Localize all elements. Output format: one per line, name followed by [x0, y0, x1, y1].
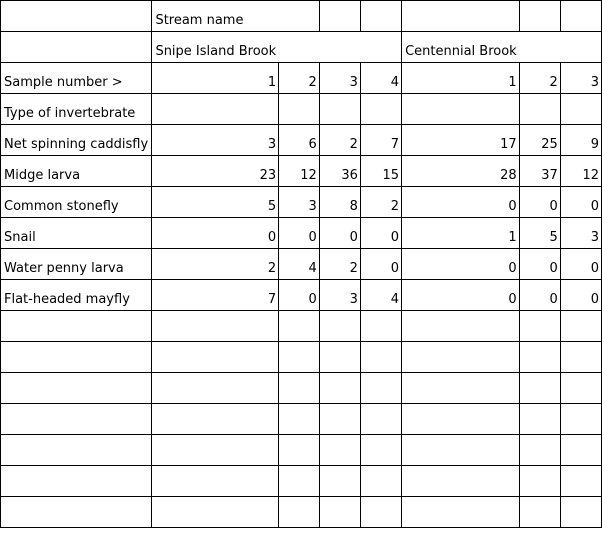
cell[interactable]: [519, 311, 560, 342]
count-cell[interactable]: 36: [319, 156, 360, 187]
cell[interactable]: [1, 435, 152, 466]
empty-row: [1, 311, 602, 342]
count-cell[interactable]: 0: [402, 249, 520, 280]
count-cell[interactable]: 12: [279, 156, 320, 187]
cell[interactable]: [279, 32, 320, 63]
count-cell[interactable]: 4: [279, 249, 320, 280]
count-cell[interactable]: 2: [319, 249, 360, 280]
cell[interactable]: [279, 1, 320, 32]
cell[interactable]: [402, 94, 520, 125]
count-cell[interactable]: 37: [519, 156, 560, 187]
sample-number-cell[interactable]: 3: [319, 63, 360, 94]
empty-row: [1, 342, 602, 373]
cell[interactable]: [519, 32, 560, 63]
count-cell[interactable]: 28: [402, 156, 520, 187]
count-cell[interactable]: 0: [319, 218, 360, 249]
cell[interactable]: [152, 404, 279, 435]
cell[interactable]: [1, 497, 152, 528]
cell[interactable]: [560, 311, 601, 342]
cell[interactable]: [319, 1, 360, 32]
stream-name-label[interactable]: Stream name: [152, 1, 279, 32]
sample-number-row: [1, 63, 602, 94]
count-cell[interactable]: 3: [560, 218, 601, 249]
cell[interactable]: [560, 466, 601, 497]
count-cell[interactable]: 3: [319, 280, 360, 311]
count-cell[interactable]: 6: [279, 125, 320, 156]
cell[interactable]: [152, 311, 279, 342]
count-cell[interactable]: 17: [402, 125, 520, 156]
cell[interactable]: [560, 404, 601, 435]
cell[interactable]: [152, 466, 279, 497]
cell[interactable]: [360, 311, 401, 342]
cell[interactable]: [402, 404, 520, 435]
count-cell[interactable]: 5: [519, 218, 560, 249]
count-cell[interactable]: 3: [279, 187, 320, 218]
cell[interactable]: [560, 497, 601, 528]
sample-number-cell[interactable]: 2: [519, 63, 560, 94]
cell[interactable]: [560, 342, 601, 373]
count-cell[interactable]: 3: [152, 125, 279, 156]
cell[interactable]: [1, 373, 152, 404]
cell[interactable]: [279, 342, 320, 373]
table-row: [1, 249, 602, 280]
count-cell[interactable]: 8: [319, 187, 360, 218]
count-cell[interactable]: 0: [560, 249, 601, 280]
count-cell[interactable]: 0: [519, 187, 560, 218]
sample-number-cell[interactable]: 4: [360, 63, 401, 94]
cell[interactable]: [519, 342, 560, 373]
cell[interactable]: [402, 311, 520, 342]
cell[interactable]: [519, 404, 560, 435]
cell[interactable]: [152, 342, 279, 373]
cell[interactable]: [279, 373, 320, 404]
cell[interactable]: [360, 435, 401, 466]
count-cell[interactable]: 9: [560, 125, 601, 156]
cell[interactable]: [360, 404, 401, 435]
count-cell[interactable]: 1: [402, 218, 520, 249]
count-cell[interactable]: 5: [152, 187, 279, 218]
cell[interactable]: [319, 311, 360, 342]
cell[interactable]: [1, 311, 152, 342]
cell[interactable]: [319, 466, 360, 497]
cell[interactable]: [279, 497, 320, 528]
cell[interactable]: [402, 342, 520, 373]
cell[interactable]: [279, 311, 320, 342]
count-cell[interactable]: 23: [152, 156, 279, 187]
cell[interactable]: [402, 497, 520, 528]
count-cell[interactable]: 0: [152, 218, 279, 249]
cell[interactable]: [1, 32, 152, 63]
cell[interactable]: [560, 32, 601, 63]
cell[interactable]: [560, 373, 601, 404]
sample-number-cell[interactable]: 1: [152, 63, 279, 94]
cell[interactable]: [360, 32, 401, 63]
cell[interactable]: [402, 435, 520, 466]
cell[interactable]: [319, 404, 360, 435]
empty-row: [1, 497, 602, 528]
cell[interactable]: [519, 373, 560, 404]
cell[interactable]: [319, 373, 360, 404]
count-cell[interactable]: 0: [560, 187, 601, 218]
count-cell[interactable]: 12: [560, 156, 601, 187]
cell[interactable]: [319, 32, 360, 63]
count-cell[interactable]: 0: [279, 280, 320, 311]
count-cell[interactable]: 4: [360, 280, 401, 311]
cell[interactable]: [519, 497, 560, 528]
stream-name-snipe-island-brook[interactable]: Snipe Island Brook: [152, 32, 279, 63]
invertebrate-label[interactable]: Flat-headed mayfly: [1, 280, 152, 311]
cell[interactable]: [560, 435, 601, 466]
count-cell[interactable]: 7: [360, 125, 401, 156]
table-row: [1, 280, 602, 311]
cell[interactable]: [1, 466, 152, 497]
sample-number-cell[interactable]: 2: [279, 63, 320, 94]
cell[interactable]: [519, 435, 560, 466]
count-cell[interactable]: 0: [560, 280, 601, 311]
cell[interactable]: [152, 435, 279, 466]
cell[interactable]: [319, 497, 360, 528]
count-cell[interactable]: 2: [319, 125, 360, 156]
count-cell[interactable]: 0: [402, 187, 520, 218]
table-row: [1, 156, 602, 187]
cell[interactable]: [360, 1, 401, 32]
cell[interactable]: [519, 1, 560, 32]
invertebrate-label[interactable]: Snail: [1, 218, 152, 249]
invertebrate-label[interactable]: Water penny larva: [1, 249, 152, 280]
row-label[interactable]: Type of invertebrate: [1, 94, 152, 125]
count-cell[interactable]: 0: [360, 249, 401, 280]
cell[interactable]: [560, 94, 601, 125]
count-cell[interactable]: 25: [519, 125, 560, 156]
cell[interactable]: [402, 1, 520, 32]
empty-row: [1, 404, 602, 435]
cell[interactable]: [152, 373, 279, 404]
count-cell[interactable]: 2: [360, 187, 401, 218]
cell[interactable]: [360, 497, 401, 528]
sample-number-cell[interactable]: 3: [560, 63, 601, 94]
cell[interactable]: [519, 466, 560, 497]
count-cell[interactable]: 0: [519, 280, 560, 311]
cell[interactable]: [360, 94, 401, 125]
cell[interactable]: [319, 435, 360, 466]
cell[interactable]: [360, 342, 401, 373]
count-cell[interactable]: 0: [279, 218, 320, 249]
count-cell[interactable]: 2: [152, 249, 279, 280]
cell[interactable]: [279, 466, 320, 497]
invertebrate-label[interactable]: Net spinning caddisfly: [1, 125, 152, 156]
count-cell[interactable]: 0: [360, 218, 401, 249]
count-cell[interactable]: 7: [152, 280, 279, 311]
cell[interactable]: [319, 342, 360, 373]
empty-row: [1, 466, 602, 497]
cell[interactable]: [402, 373, 520, 404]
stream-name-row: [1, 1, 602, 32]
cell[interactable]: [402, 466, 520, 497]
cell[interactable]: [560, 1, 601, 32]
cell[interactable]: [319, 94, 360, 125]
cell[interactable]: [360, 466, 401, 497]
table-row: [1, 125, 602, 156]
cell[interactable]: [152, 94, 279, 125]
cell[interactable]: [519, 94, 560, 125]
cell[interactable]: [152, 497, 279, 528]
invertebrate-label[interactable]: Midge larva: [1, 156, 152, 187]
cell[interactable]: [279, 404, 320, 435]
empty-row: [1, 373, 602, 404]
count-cell[interactable]: 0: [402, 280, 520, 311]
invertebrate-label[interactable]: Common stonefly: [1, 187, 152, 218]
cell[interactable]: [1, 342, 152, 373]
count-cell[interactable]: 0: [519, 249, 560, 280]
table-row: [1, 218, 602, 249]
stream-name-centennial-brook[interactable]: Centennial Brook: [402, 32, 520, 63]
cell[interactable]: [1, 1, 152, 32]
type-of-invertebrate-row: [1, 94, 602, 125]
stream-names-row: [1, 32, 602, 63]
count-cell[interactable]: 15: [360, 156, 401, 187]
cell[interactable]: [360, 373, 401, 404]
empty-row: [1, 435, 602, 466]
sample-number-cell[interactable]: 1: [402, 63, 520, 94]
row-label[interactable]: Sample number >: [1, 63, 152, 94]
table-row: [1, 187, 602, 218]
cell[interactable]: [279, 435, 320, 466]
cell[interactable]: [1, 404, 152, 435]
cell[interactable]: [279, 94, 320, 125]
